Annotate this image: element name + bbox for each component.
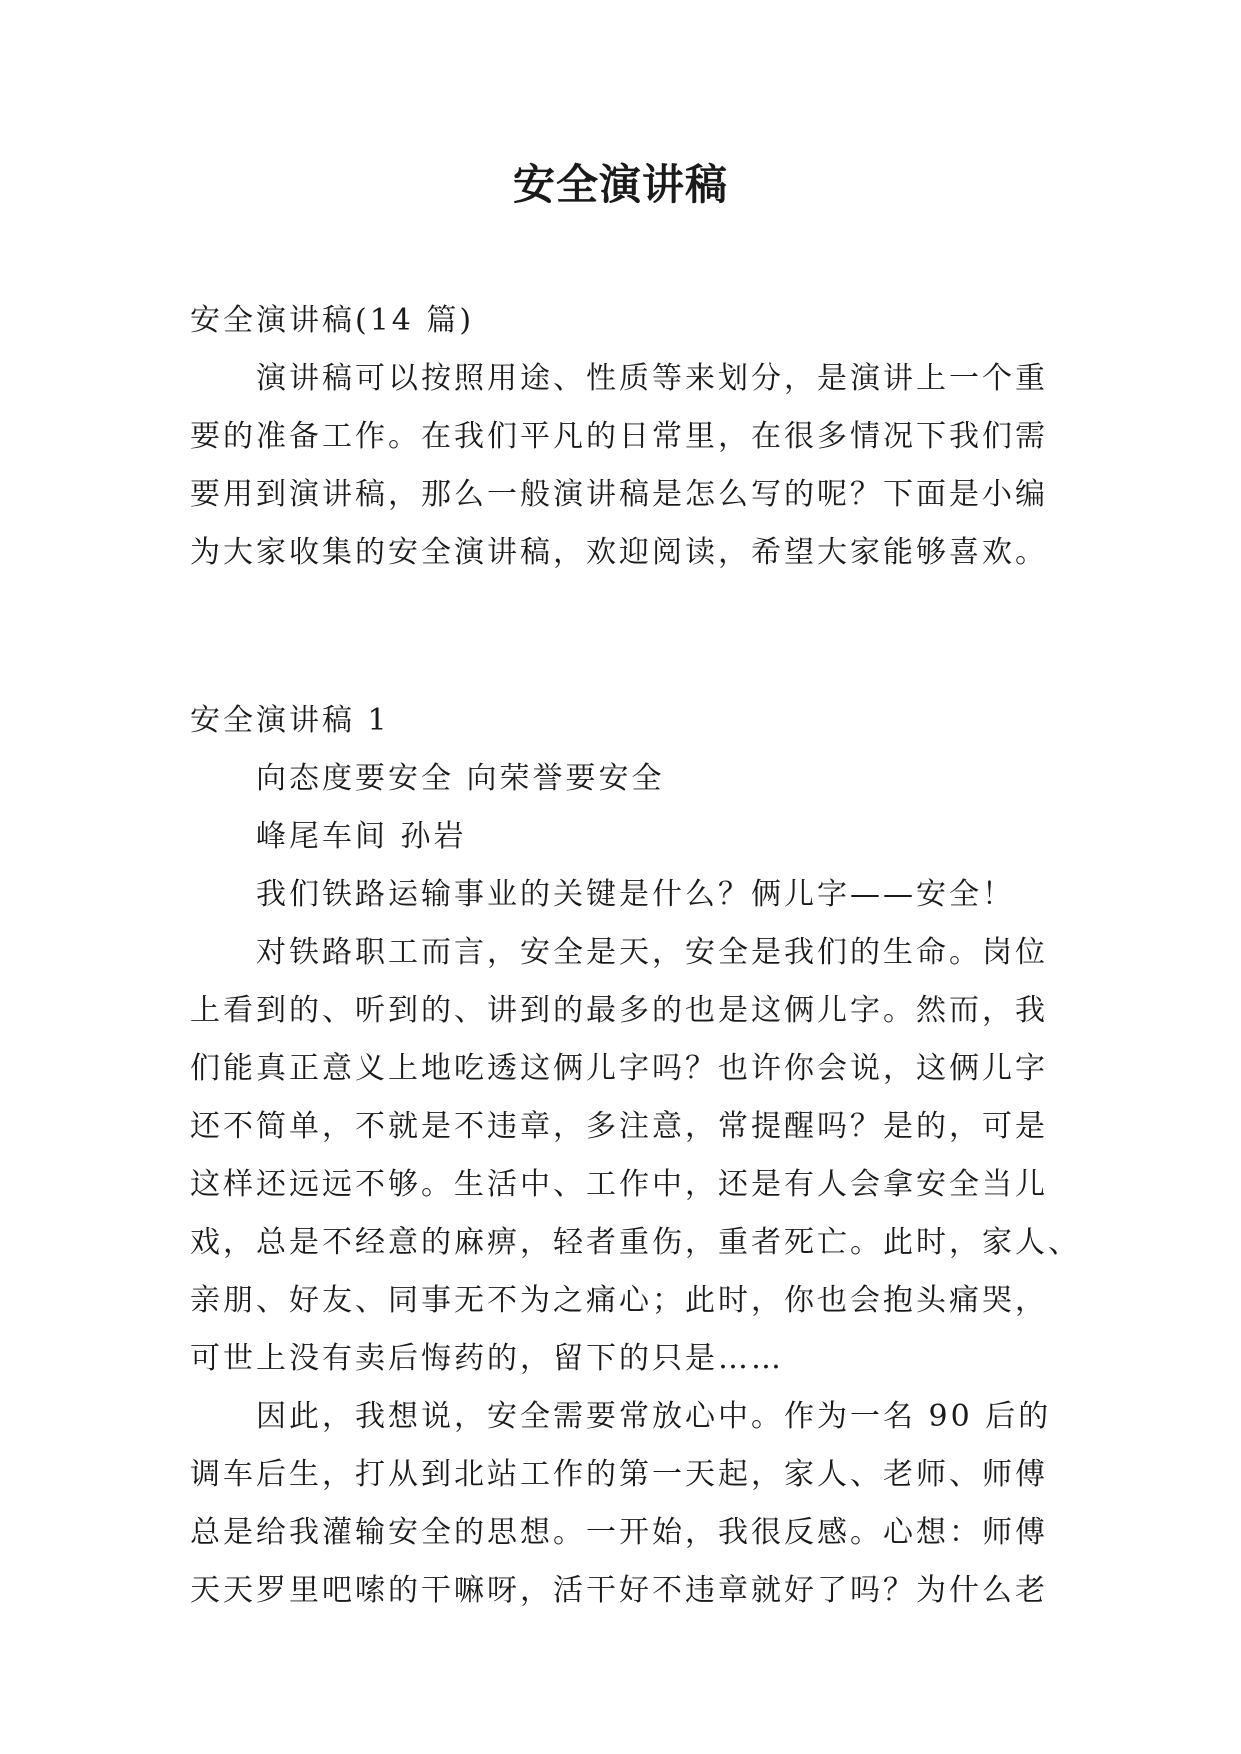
document-body	[190, 292, 1081, 1620]
paragraph-line: 可世上没有卖后悔药的，留下的只是……	[190, 1341, 784, 1376]
intro-line: 要的准备工作。在我们平凡的日常里，在很多情况下我们需	[190, 419, 1048, 454]
intro-line: 要用到演讲稿，那么一般演讲稿是怎么写的呢？下面是小编	[190, 477, 1048, 512]
paragraph-line: 因此，我想说，安全需要常放心中。作为一名 90 后的	[256, 1399, 1052, 1434]
intro-heading: 安全演讲稿(14 篇)	[190, 303, 475, 338]
section-heading: 安全演讲稿 1	[190, 703, 390, 738]
question-line: 我们铁路运输事业的关键是什么？俩儿字——安全！	[256, 877, 1015, 912]
intro-line: 为大家收集的安全演讲稿，欢迎阅读，希望大家能够喜欢。	[190, 535, 1048, 570]
speech-title: 向态度要安全 向荣誉要安全	[256, 761, 665, 796]
paragraph-line: 天天罗里吧嗦的干嘛呀，活干好不违章就好了吗？为什么老	[190, 1573, 1048, 1608]
paragraph-line: 调车后生，打从到北站工作的第一天起，家人、老师、师傅	[190, 1457, 1048, 1492]
paragraph-line: 对铁路职工而言，安全是天，安全是我们的生命。岗位	[256, 935, 1048, 970]
paragraph-line: 还不简单，不就是不违章，多注意，常提醒吗？是的，可是	[190, 1109, 1048, 1144]
paragraph-line: 戏，总是不经意的麻痹，轻者重伤，重者死亡。此时，家人、	[190, 1225, 1081, 1260]
author-line: 峰尾车间 孙岩	[256, 819, 467, 854]
paragraph-line: 们能真正意义上地吃透这俩儿字吗？也许你会说，这俩儿字	[190, 1051, 1048, 1086]
document-title: 安全演讲稿	[512, 160, 728, 209]
paragraph-line: 总是给我灌输安全的思想。一开始，我很反感。心想：师傅	[190, 1515, 1048, 1550]
intro-line: 演讲稿可以按照用途、性质等来划分，是演讲上一个重	[256, 361, 1048, 396]
paragraph-line: 这样还远远不够。生活中、工作中，还是有人会拿安全当儿	[190, 1167, 1048, 1202]
paragraph-line: 上看到的、听到的、讲到的最多的也是这俩儿字。然而，我	[190, 993, 1048, 1028]
section-spacer	[190, 582, 1070, 692]
paragraph-line: 亲朋、好友、同事无不为之痛心；此时，你也会抱头痛哭，	[190, 1283, 1048, 1318]
